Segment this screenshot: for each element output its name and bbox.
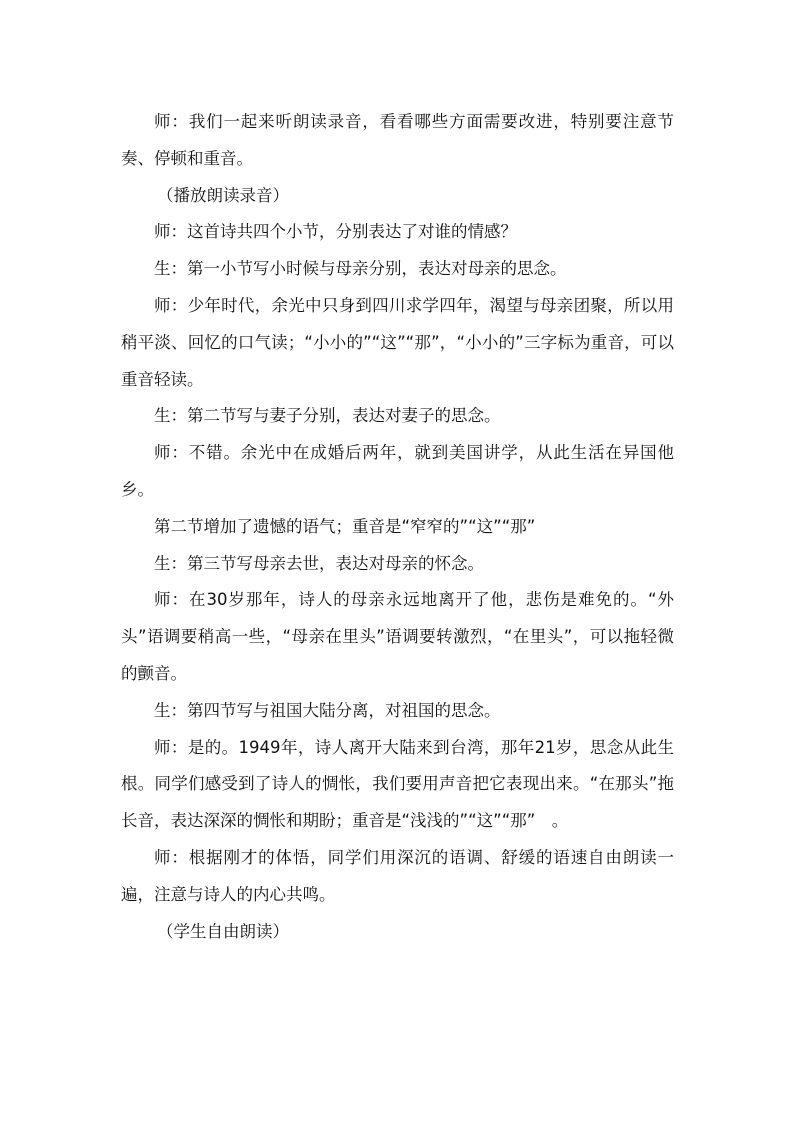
document-body (121, 104, 674, 950)
paragraph-stanza-2-stress: 第二节增加了遗憾的语气；重音是“窄窄的”“这”“那” (154, 516, 536, 536)
paragraph-student-stanza-3: 生：第三节写母亲去世，表达对母亲的怀念。 (154, 553, 484, 573)
paragraph-teacher-question: 师：这首诗共四个小节，分别表达了对谁的情感？ (154, 222, 517, 242)
paragraph-teacher-stanza-2: 师：不错。余光中在成婚后两年，就到美国讲学，从此生活在异国他乡。 (121, 443, 674, 499)
paragraph-teacher-free-reading: 师：根据刚才的体悟，同学们用深沉的语调、舒缓的语速自由朗读一遍，注意与诗人的内心共鸣。 (121, 847, 674, 904)
paragraph-teacher-stanza-4: 师：是的。1949年，诗人离开大陆来到台湾，那年21岁，思念从此生根。同学们感受到了诗人的惆怅，我们要用声音把它表现出来。“在那头”拖长音，表达深深的惆怅和期盼；重音是“浅浅的”“这”“那” 。 (121, 737, 674, 831)
paragraph-teacher-intro: 师：我们一起来听朗读录音，看看哪些方面需要改进，特别要注意节奏、停顿和重音。 (121, 112, 674, 168)
paragraph-student-stanza-4: 生：第四节写与祖国大陆分离，对祖国的思念。 (154, 700, 501, 720)
stage-direction-play-recording: （播放朗读录音） (157, 185, 289, 205)
paragraph-student-stanza-1: 生：第一小节写小时候与母亲分别，表达对母亲的思念。 (154, 259, 567, 279)
paragraph-student-stanza-2: 生：第二节写与妻子分别，表达对妻子的思念。 (154, 406, 501, 426)
paragraph-teacher-stanza-1: 师：少年时代，余光中只身到四川求学四年，渴望与母亲团聚，所以用稍平淡、回忆的口气读；“小小的”“这”“那”，“小小的”三字标为重音，可以重音轻读。 (121, 295, 674, 389)
paragraph-teacher-stanza-3: 师：在30岁那年，诗人的母亲永远地离开了他，悲伤是难免的。“外头”语调要稍高一些，“母亲在里头”语调要转激烈，“在里头”，可以拖轻微的颤音。 (121, 590, 674, 683)
stage-direction-free-reading: （学生自由朗读） (157, 921, 289, 941)
